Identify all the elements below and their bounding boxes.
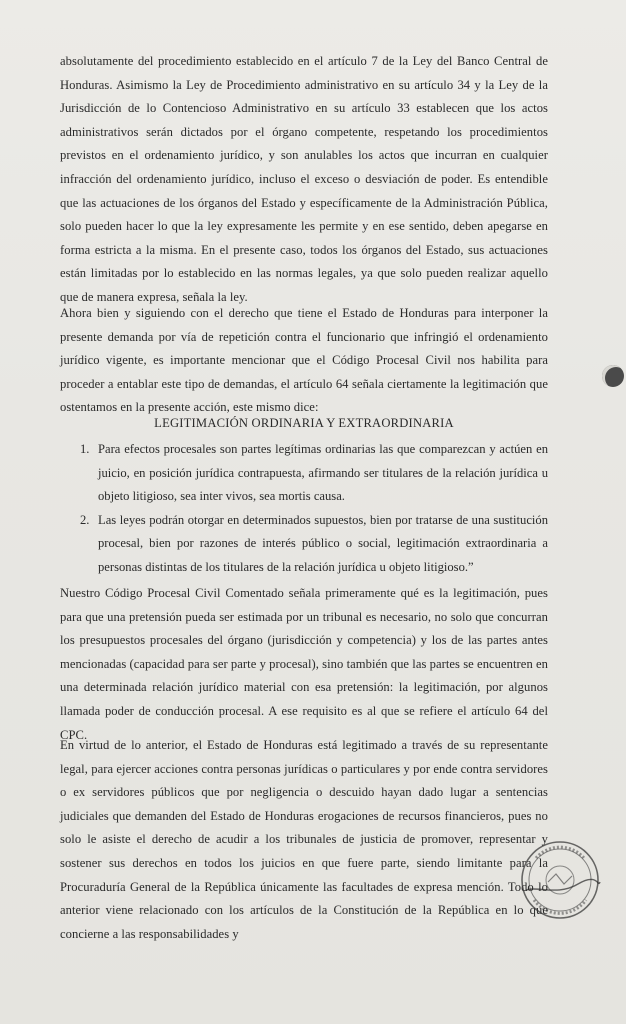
paragraph-legal-basis: absolutamente del procedimiento establecido en el artículo 7 de la Ley del Banco Central de Honduras. Asimismo la Ley de Procedimiento administrativo en su artículo 34 y la Ley de la Jurisdicción de lo Contencioso Administrativo en su artículo 33 establecen que los actos administrativos serán dictados por el órgano competente, respetando los procedimientos previstos en el ordenamiento jurídico, y son anulables los actos que incurran en cualquier infracción del ordenamiento jurídico, incluso el exceso o desviación de poder. Es entendible que las actuaciones de los órganos del Estado y específicamente de la Administración Pública, solo pueden hacer lo que la ley expresamente les permite y en ese sentido, deben apegarse en forma estricta a la misma. En el presente caso, todos los órganos del Estado, sus actuaciones están limitadas por lo establecido en las normas legales, ya que solo pueden realizar aquello que de manera expresa, señala la ley. — [60, 54, 548, 304]
article-item — [60, 509, 548, 580]
article-item — [60, 438, 548, 509]
paragraph-commentary: Nuestro Código Procesal Civil Comentado señala primeramente qué es la legitimación, pues para que una pretensión pueda ser estimada por un tribunal es necesario, no solo que concurran los presupuestos procesales del órgano (jurisdicción y competencia) y los de las partes antes mencionadas (capacidad para ser parte y procesal), sino también que las partes se encuentren en una determinada relación jurídico material con esa pretensión: la legitimación, por algunos llamada poder de conducción procesal. A ese requisito es al que se refiere el artículo 64 del CPC. — [60, 586, 548, 742]
official-seal-stamp — [518, 838, 602, 922]
article-item-number: 2. — [80, 512, 90, 527]
punch-hole — [602, 365, 624, 387]
article-heading: LEGITIMACIÓN ORDINARIA Y EXTRAORDINARIA — [154, 416, 454, 430]
article-item-text: Las leyes podrán otorgar en determinados supuestos, bien por tratarse de una sustitución procesal, bien por razones de interés público o social, legitimación extraordinaria a personas distintas de los titulares de la relación jurídica u objeto litigioso.” — [98, 512, 548, 574]
article-item-number: 1. — [80, 442, 90, 456]
article-list — [60, 438, 548, 580]
article-item-text: Para efectos procesales son partes legítimas ordinarias las que comparezcan y actúen en juicio, en posición jurídica contrapuesta, afirmando ser titulares de la relación jurídica u objeto litigioso, sea inter vivos, sea mortis causa. — [98, 442, 548, 504]
paragraph-conclusion: En virtud de lo anterior, el Estado de Honduras está legitimado a través de su representante legal, para ejercer acciones contra personas jurídicas o particulares y por ende contra servidores o ex servidores públicos que por negligencia o descuido hayan dado lugar a sentencias judiciales que demanden del Estado de Honduras erogaciones de recursos financieros, pues no solo le asiste el derecho de acudir a los tribunales de justicia de promover, representar y sostener sus derechos en todos los juicios en que fuere parte, siendo limitante para la Procuraduría General de la República únicamente las facultades de expresa mención. Todo lo anterior viene relacionado con los artículos de la Constitución de la República en lo que concierne a las responsabilidades y — [60, 738, 548, 941]
paragraph-standing-intro: Ahora bien y siguiendo con el derecho que tiene el Estado de Honduras para interponer la presente demanda por vía de repetición contra el funcionario que infringió el ordenamiento jurídico vigente, es importante mencionar que el Código Procesal Civil nos habilita para proceder a entablar este tipo de demandas, el artículo 64 señala ciertamente la legitimación que ostentamos en la presente acción, este mismo dice: — [60, 306, 548, 415]
